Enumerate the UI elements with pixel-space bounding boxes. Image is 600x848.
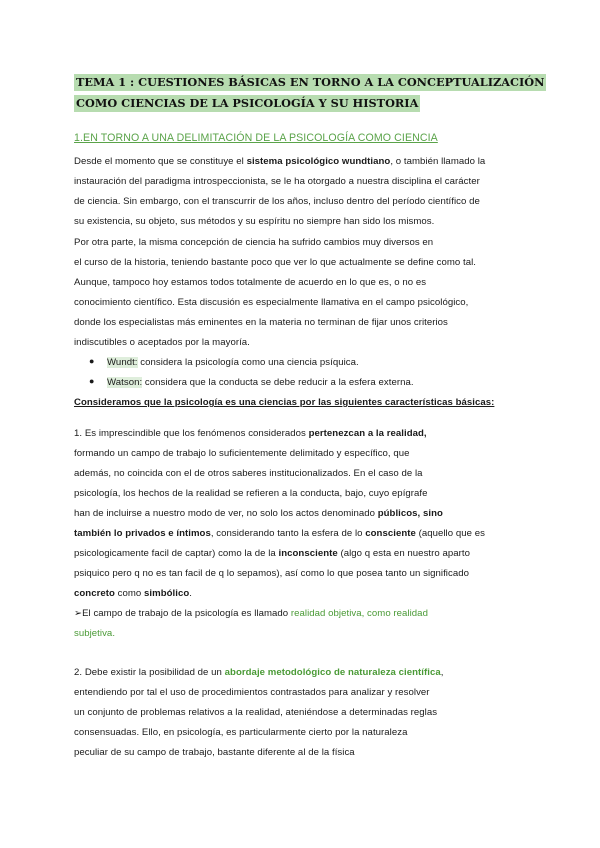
paragraph-line: indiscutibles o aceptados por la mayoría. (74, 337, 250, 348)
paragraph-line: psicología, los hechos de la realidad se refieren a la conducta, bajo, cuyo epígrafe (74, 488, 428, 499)
paragraph-line: Aunque, tampoco hoy estamos todos totalmente de acuerdo en lo que es, o no es (74, 277, 427, 288)
paragraph-line: peculiar de su campo de trabajo, bastante diferente al de la física (74, 747, 355, 758)
paragraph-line: psicologicamente facil de captar) como la de la inconsciente (algo q esta en nuestro aparto (74, 548, 470, 559)
bullet-icon: ● (89, 356, 95, 366)
list-item: Watson: considera que la conducta se debe reducir a la esfera externa. (107, 377, 414, 388)
bullet-icon: ● (89, 376, 95, 386)
paragraph-line: entendiendo por tal el uso de procedimientos contrastados para analizar y resolver (74, 687, 430, 698)
paragraph-line: su existencia, su objeto, sus métodos y su espíritu no siempre han sido los mismos. (74, 216, 435, 227)
section-heading: 1.EN TORNO A UNA DELIMITACIÓN DE LA PSICOLOGÍA COMO CIENCIA (74, 132, 438, 144)
paragraph-line: conocimiento científico. Esta discusión es especialmente llamativa en el campo psicológico, (74, 297, 469, 308)
page-title-line-1: TEMA 1 : CUESTIONES BÁSICAS EN TORNO A LA CONCEPTUALIZACIÓN (76, 75, 545, 89)
paragraph-line: el curso de la historia, teniendo bastante poco que ver lo que actualmente se define como tal. (74, 257, 477, 268)
paragraph-line: han de incluirse a nuestro modo de ver, no solo los actos denominado públicos, sino (74, 508, 443, 519)
paragraph-line: Desde el momento que se constituye el sistema psicológico wundtiano, o también llamado la (74, 156, 486, 167)
paragraph-line: instauración del paradigma introspeccionista, se le ha otorgado a nuestra disciplina el carácter (74, 176, 480, 187)
list-item: Wundt: considera la psicología como una ciencia psíquica. (107, 357, 359, 368)
paragraph-line: también lo privados e íntimos, considerando tanto la esfera de lo consciente (aquello que es (74, 528, 485, 539)
arrow-bullet-icon: ➢ (74, 608, 83, 619)
characteristics-intro: Consideramos que la psicología es una ciencias por las siguientes características básicas: (74, 397, 495, 408)
paragraph-line: consensuadas. Ello, en psicología, es particularmente cierto por la naturaleza (74, 727, 408, 738)
paragraph-line: formando un campo de trabajo lo suficientemente delimitado y específico, que (74, 448, 410, 459)
paragraph-line: Por otra parte, la misma concepción de ciencia ha sufrido cambios muy diversos en (74, 237, 434, 248)
paragraph-line: donde los especialistas más eminentes en la materia no terminan de fijar unos criterios (74, 317, 448, 328)
paragraph-line: de ciencia. Sin embargo, con el transcurrir de los años, incluso dentro del período científico de (74, 196, 480, 207)
paragraph-line: psiquico pero q no es tan facil de q lo sepamos), así como lo que posea tanto un significado (74, 568, 469, 579)
paragraph-line: ➢El campo de trabajo de la psicología es llamado realidad objetiva, como realidad (74, 608, 428, 619)
paragraph-line: concreto como simbólico. (74, 588, 192, 599)
page-title-line-2: COMO CIENCIAS DE LA PSICOLOGÍA Y SU HISTORIA (76, 96, 419, 110)
paragraph-line: además, no coincida con el de otros saberes institucionalizados. En el caso de la (74, 468, 423, 479)
paragraph-line: un conjunto de problemas relativos a la realidad, ateniéndose a determinadas reglas (74, 707, 438, 718)
paragraph-line: subjetiva. (74, 628, 116, 639)
paragraph-line: 1. Es imprescindible que los fenómenos considerados pertenezcan a la realidad, (74, 428, 427, 439)
paragraph-line: 2. Debe existir la posibilidad de un abordaje metodológico de naturaleza científica, (74, 667, 444, 678)
